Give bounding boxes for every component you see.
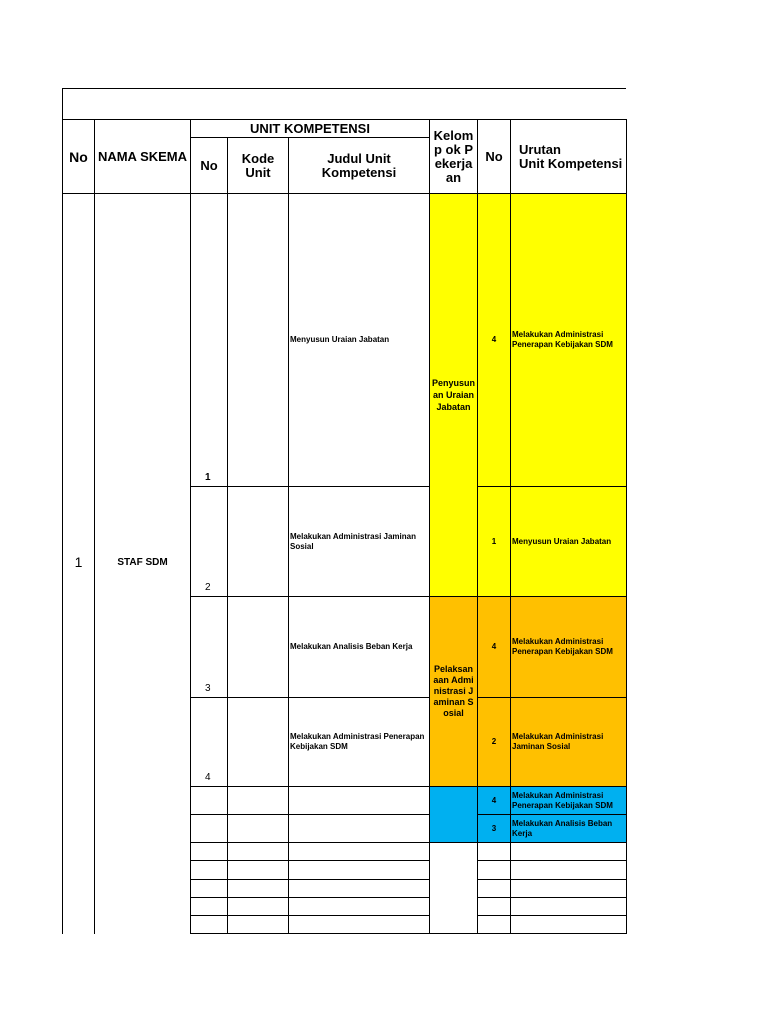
scheme-name: STAF SDM [117, 556, 168, 568]
unit-no: 1 [205, 472, 211, 483]
urutan-no: 4 [491, 642, 497, 651]
header-nama-skema: NAMA SKEMA [97, 148, 188, 164]
header-sub-no: No [200, 157, 218, 173]
urutan-no: 3 [491, 823, 497, 833]
header-urutan-no: No [485, 148, 503, 164]
unit-no: 2 [205, 582, 211, 593]
header-no: No [69, 148, 88, 165]
urutan-no: 2 [491, 737, 497, 746]
urutan-unit: Melakukan Administrasi Jaminan Sosial [512, 732, 604, 751]
unit-title: Melakukan Administrasi Penerapan Kebijakan SDM [290, 732, 425, 751]
urutan-unit: Melakukan Administrasi Penerapan Kebijakan SDM [512, 330, 613, 349]
urutan-unit: Melakukan Administrasi Penerapan Kebijakan SDM [512, 790, 613, 810]
urutan-unit: Menyusun Uraian Jabatan [512, 536, 612, 546]
urutan-no: 1 [491, 536, 497, 546]
urutan-unit: Melakukan Administrasi Penerapan Kebijakan SDM [512, 637, 613, 656]
header-kode-unit: Kode Unit [241, 150, 275, 180]
header-unit-kompetensi: UNIT KOMPETENSI [250, 120, 370, 136]
group-label: Penyusunan Uraian Jabatan [431, 378, 475, 412]
group-label: Pelaksanaan Administrasi Jaminan Sosial [433, 664, 474, 718]
header-urutan-unit: Urutan Unit Kompetensi [519, 141, 623, 171]
urutan-no: 4 [491, 335, 497, 344]
header-kelompok-pekerjaan: Kelomp ok Pekerja an [433, 127, 474, 185]
scheme-no: 1 [74, 554, 83, 570]
unit-no: 4 [205, 772, 211, 783]
urutan-unit: Melakukan Analisis Beban Kerja [512, 818, 613, 838]
unit-title: Melakukan Administrasi Jaminan Sosial [290, 531, 416, 551]
urutan-no: 4 [491, 795, 497, 805]
unit-title: Menyusun Uraian Jabatan [290, 335, 390, 344]
unit-title: Melakukan Analisis Beban Kerja [290, 642, 413, 651]
header-judul-unit: Judul Unit Kompetensi [321, 150, 397, 180]
unit-no: 3 [205, 683, 211, 694]
